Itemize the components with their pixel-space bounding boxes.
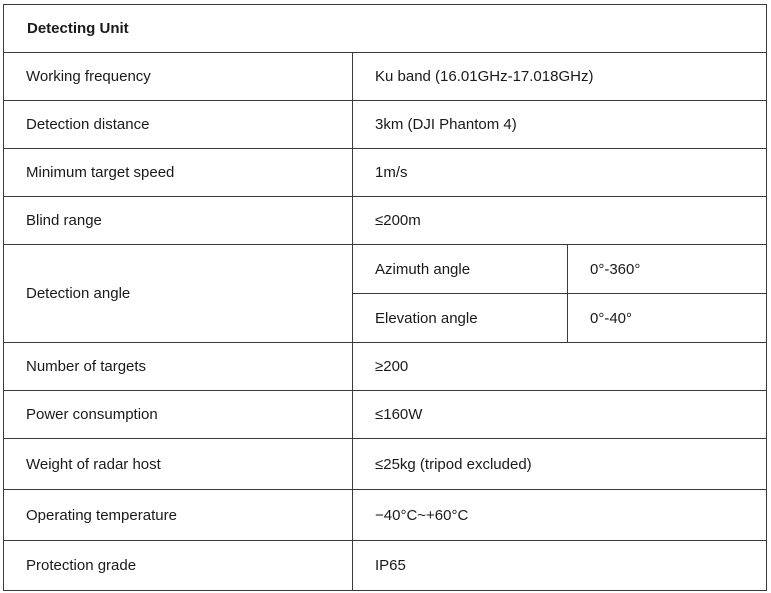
table-row — [4, 197, 767, 245]
row-label: Weight of radar host — [4, 439, 353, 490]
sub-label: Azimuth angle — [353, 245, 568, 294]
row-label: Operating temperature — [4, 490, 353, 541]
row-label: Protection grade — [4, 541, 353, 591]
row-label: Detection distance — [4, 101, 353, 149]
table-row — [4, 391, 767, 439]
table-row — [4, 53, 767, 101]
table-row — [4, 343, 767, 391]
table-row — [4, 101, 767, 149]
row-value: ≤200m — [353, 197, 767, 245]
row-value: ≥200 — [353, 343, 767, 391]
sub-value: 0°-360° — [568, 245, 767, 294]
row-value: IP65 — [353, 541, 767, 591]
row-label: Working frequency — [4, 53, 353, 101]
row-value: −40°C~+60°C — [353, 490, 767, 541]
table-row — [4, 245, 767, 294]
row-label: Blind range — [4, 197, 353, 245]
row-label: Number of targets — [4, 343, 353, 391]
table-row — [4, 439, 767, 490]
sub-label: Elevation angle — [353, 294, 568, 343]
row-label: Detection angle — [4, 245, 353, 343]
table-row — [4, 149, 767, 197]
spec-table — [3, 4, 767, 591]
row-label: Power consumption — [4, 391, 353, 439]
row-value: ≤25kg (tripod excluded) — [353, 439, 767, 490]
row-value: Ku band (16.01GHz-17.018GHz) — [353, 53, 767, 101]
table-title: Detecting Unit — [4, 5, 767, 53]
row-value: ≤160W — [353, 391, 767, 439]
row-value: 1m/s — [353, 149, 767, 197]
table-row — [4, 490, 767, 541]
row-value: 3km (DJI Phantom 4) — [353, 101, 767, 149]
table-title-row — [4, 5, 767, 53]
row-label: Minimum target speed — [4, 149, 353, 197]
table-row — [4, 541, 767, 591]
sub-value: 0°-40° — [568, 294, 767, 343]
